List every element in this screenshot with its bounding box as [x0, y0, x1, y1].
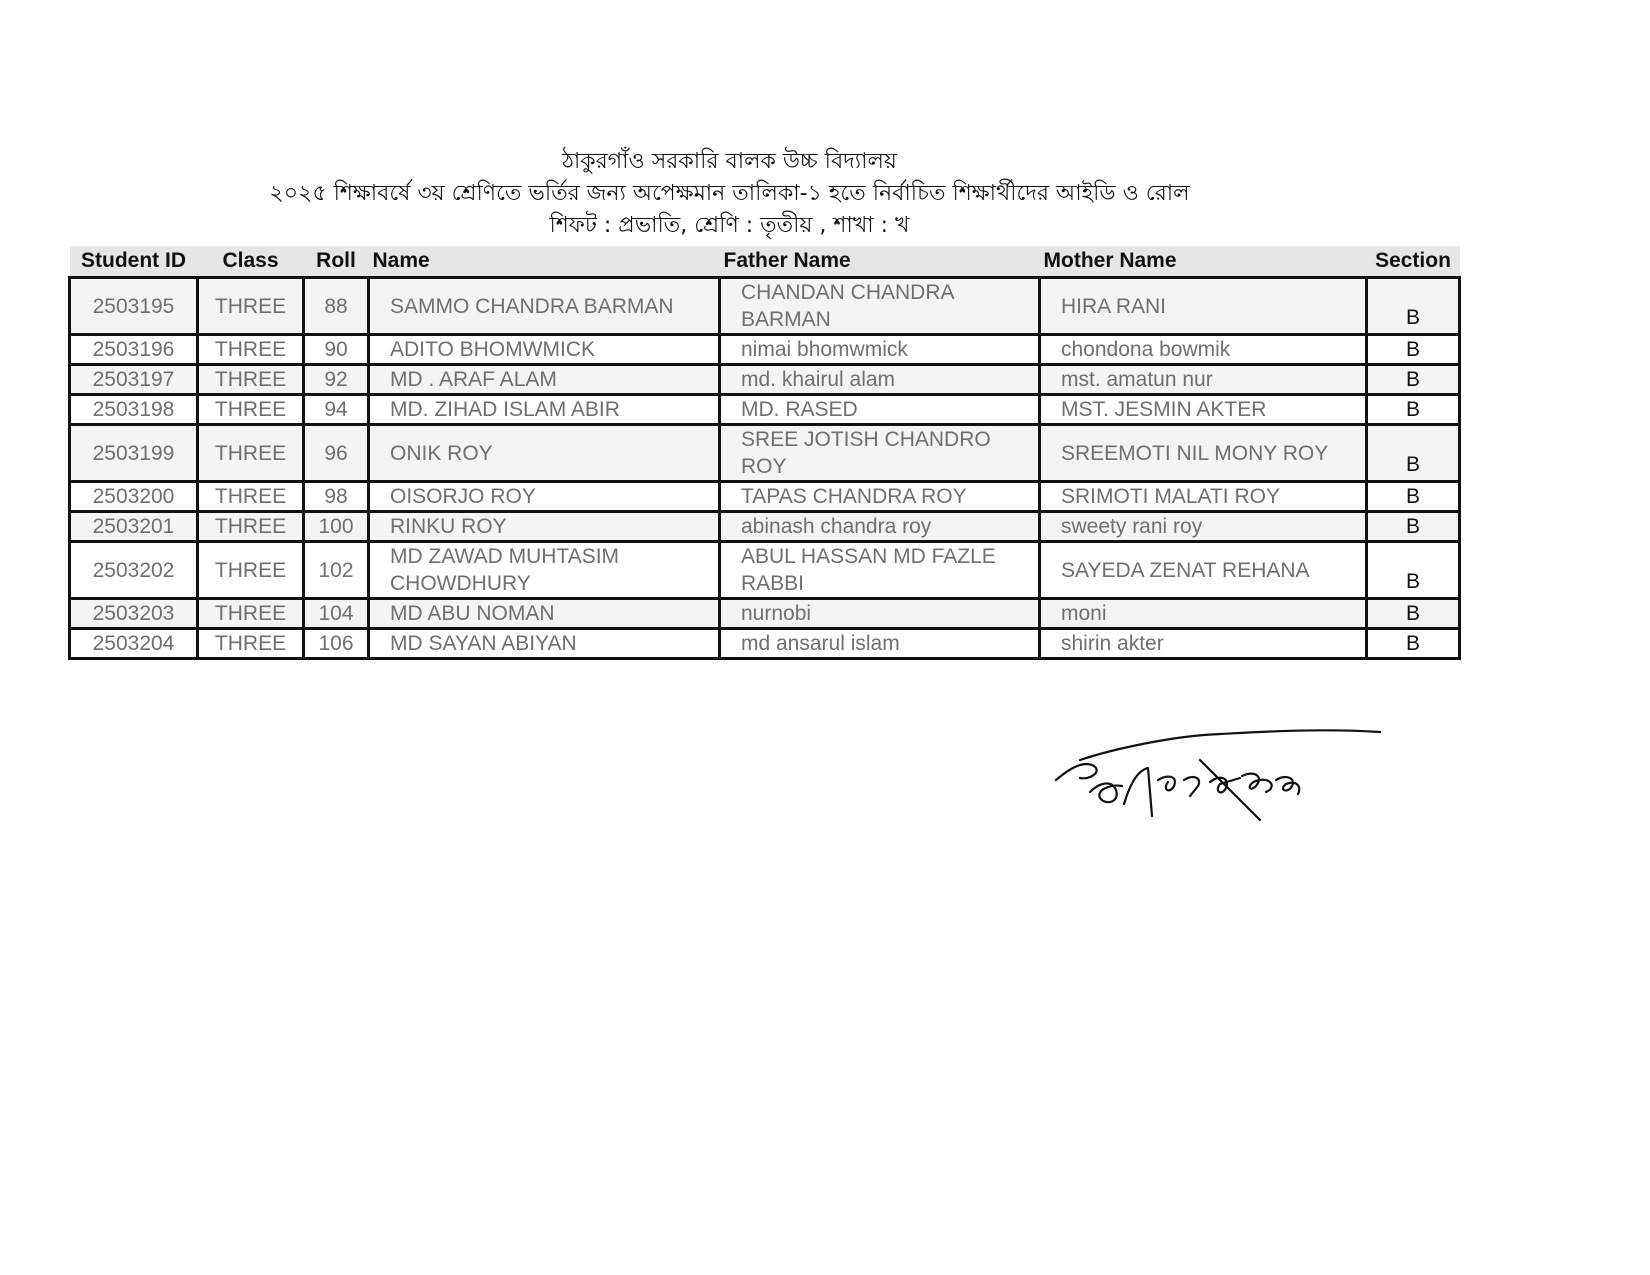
- cell-roll: 96: [304, 425, 369, 482]
- header-class: Class: [198, 246, 304, 278]
- cell-father-name: abinash chandra roy: [720, 512, 1040, 542]
- cell-name: OISORJO ROY: [369, 482, 720, 512]
- cell-father-name: TAPAS CHANDRA ROY: [720, 482, 1040, 512]
- header-roll: Roll: [304, 246, 369, 278]
- cell-section: B: [1367, 629, 1460, 659]
- cell-mother-name: mst. amatun nur: [1040, 365, 1367, 395]
- cell-student-id: 2503196: [70, 335, 198, 365]
- signature-stroke: [1080, 730, 1380, 760]
- cell-section: B: [1367, 512, 1460, 542]
- cell-student-id: 2503201: [70, 512, 198, 542]
- cell-roll: 102: [304, 542, 369, 599]
- cell-class: THREE: [198, 512, 304, 542]
- cell-student-id: 2503195: [70, 278, 198, 335]
- cell-student-id: 2503199: [70, 425, 198, 482]
- cell-class: THREE: [198, 365, 304, 395]
- cell-name: MD ZAWAD MUHTASIM CHOWDHURY: [369, 542, 720, 599]
- cell-student-id: 2503200: [70, 482, 198, 512]
- cell-father-name: md. khairul alam: [720, 365, 1040, 395]
- cell-mother-name: moni: [1040, 599, 1367, 629]
- header-student-id: Student ID: [70, 246, 198, 278]
- cell-section: B: [1367, 365, 1460, 395]
- cell-father-name: nimai bhomwmick: [720, 335, 1040, 365]
- cell-name: MD ABU NOMAN: [369, 599, 720, 629]
- cell-father-name: nurnobi: [720, 599, 1040, 629]
- list-title: ২০২৫ শিক্ষাবর্ষে ৩য় শ্রেণিতে ভর্তির জন্য অপেক্ষমান তালিকা-১ হতে নির্বাচিত শিক্ষার্থীদের আইডি ও রোল: [269, 181, 1190, 206]
- cell-class: THREE: [198, 335, 304, 365]
- signature-stroke: [1090, 783, 1122, 802]
- cell-section: B: [1367, 542, 1460, 599]
- cell-student-id: 2503202: [70, 542, 198, 599]
- cell-mother-name: SAYEDA ZENAT REHANA: [1040, 542, 1367, 599]
- cell-father-name: md ansarul islam: [720, 629, 1040, 659]
- cell-mother-name: chondona bowmik: [1040, 335, 1367, 365]
- table-row: [70, 425, 1460, 482]
- table-body: [70, 278, 1460, 659]
- cell-roll: 100: [304, 512, 369, 542]
- cell-father-name: CHANDAN CHANDRA BARMAN: [720, 278, 1040, 335]
- cell-father-name: ABUL HASSAN MD FAZLE RABBI: [720, 542, 1040, 599]
- cell-mother-name: sweety rani roy: [1040, 512, 1367, 542]
- header-row: [70, 246, 1460, 278]
- cell-section: B: [1367, 425, 1460, 482]
- school-name: ঠাকুরগাঁও সরকারি বালক উচ্চ বিদ্যালয়: [562, 149, 897, 174]
- signature-stroke: [1184, 777, 1199, 796]
- table-row: [70, 599, 1460, 629]
- table-row: [70, 335, 1460, 365]
- signature-stroke: [1200, 760, 1260, 820]
- cell-class: THREE: [198, 599, 304, 629]
- cell-section: B: [1367, 278, 1460, 335]
- cell-name: SAMMO CHANDRA BARMAN: [369, 278, 720, 335]
- header-section: Section: [1367, 246, 1460, 278]
- cell-name: ADITO BHOMWMICK: [369, 335, 720, 365]
- cell-mother-name: MST. JESMIN AKTER: [1040, 395, 1367, 425]
- table-row: [70, 542, 1460, 599]
- cell-student-id: 2503203: [70, 599, 198, 629]
- cell-mother-name: shirin akter: [1040, 629, 1367, 659]
- table-row: [70, 395, 1460, 425]
- cell-roll: 92: [304, 365, 369, 395]
- table-header: [70, 246, 1460, 278]
- cell-name: RINKU ROY: [369, 512, 720, 542]
- cell-class: THREE: [198, 542, 304, 599]
- cell-name: MD. ZIHAD ISLAM ABIR: [369, 395, 720, 425]
- cell-roll: 104: [304, 599, 369, 629]
- cell-student-id: 2503198: [70, 395, 198, 425]
- table-row: [70, 482, 1460, 512]
- signature-stroke: [1056, 764, 1097, 780]
- cell-name: ONIK ROY: [369, 425, 720, 482]
- signature-stroke: [1124, 768, 1152, 816]
- document-header: [0, 146, 1459, 242]
- cell-mother-name: SRIMOTI MALATI ROY: [1040, 482, 1367, 512]
- student-roster-table: [68, 246, 1461, 660]
- cell-father-name: SREE JOTISH CHANDRO ROY: [720, 425, 1040, 482]
- cell-section: B: [1367, 395, 1460, 425]
- cell-mother-name: HIRA RANI: [1040, 278, 1367, 335]
- cell-roll: 90: [304, 335, 369, 365]
- handwritten-signature-icon: [1050, 720, 1390, 830]
- cell-section: B: [1367, 335, 1460, 365]
- cell-father-name: MD. RASED: [720, 395, 1040, 425]
- header-name: Name: [369, 246, 720, 278]
- table-row: [70, 278, 1460, 335]
- cell-roll: 88: [304, 278, 369, 335]
- cell-roll: 106: [304, 629, 369, 659]
- cell-section: B: [1367, 482, 1460, 512]
- cell-class: THREE: [198, 629, 304, 659]
- cell-class: THREE: [198, 278, 304, 335]
- cell-student-id: 2503197: [70, 365, 198, 395]
- header-mother-name: Mother Name: [1040, 246, 1367, 278]
- cell-roll: 94: [304, 395, 369, 425]
- cell-name: MD SAYAN ABIYAN: [369, 629, 720, 659]
- table-row: [70, 512, 1460, 542]
- header-father-name: Father Name: [720, 246, 1040, 278]
- cell-class: THREE: [198, 482, 304, 512]
- cell-class: THREE: [198, 425, 304, 482]
- cell-section: B: [1367, 599, 1460, 629]
- table-row: [70, 365, 1460, 395]
- shift-info: শিফট : প্রভাতি, শ্রেণি : তৃতীয় , শাখা : খ: [549, 213, 910, 238]
- table-row: [70, 629, 1460, 659]
- cell-roll: 98: [304, 482, 369, 512]
- signature-stroke: [1158, 777, 1175, 791]
- cell-name: MD . ARAF ALAM: [369, 365, 720, 395]
- signature-stroke: [1276, 777, 1299, 794]
- cell-class: THREE: [198, 395, 304, 425]
- signature-stroke: [1242, 774, 1272, 792]
- cell-student-id: 2503204: [70, 629, 198, 659]
- cell-mother-name: SREEMOTI NIL MONY ROY: [1040, 425, 1367, 482]
